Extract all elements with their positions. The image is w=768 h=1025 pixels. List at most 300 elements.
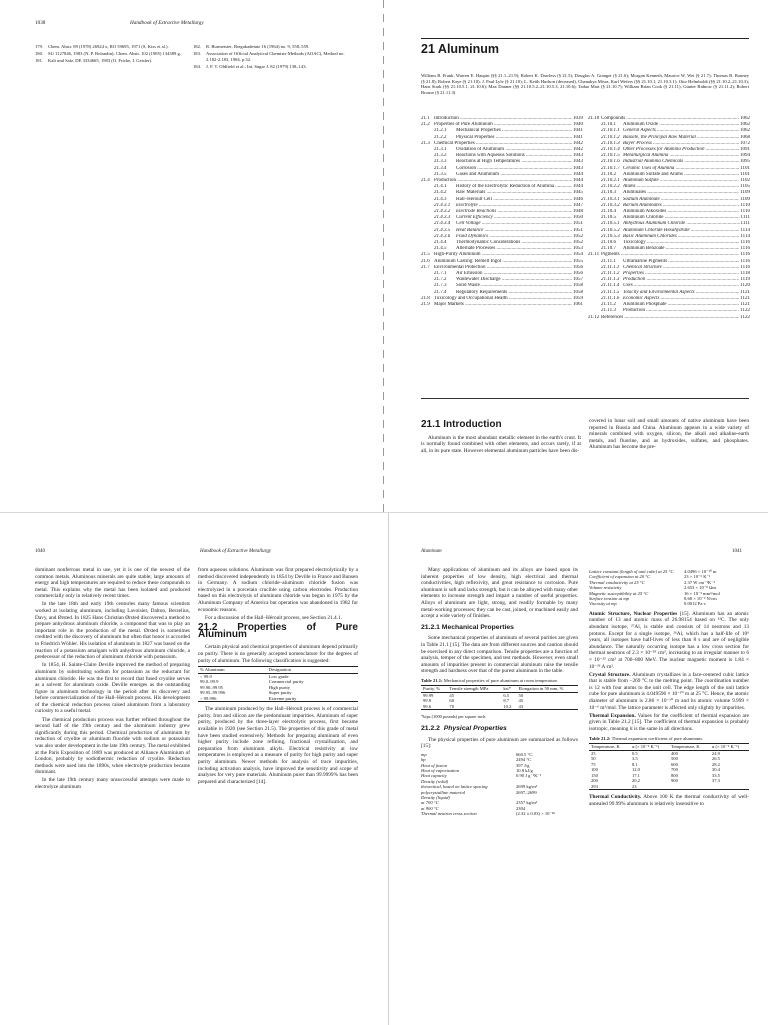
paragraph: Atomic Structure, Nuclear Properties [15]. Aluminum has an atomic number of 13 and atomic mass of 26.98154 based on ¹²C. The only abundant isotope, ²⁷Al, is stable and consists of 14 neutrons and 13 protons. Except for a single isotope, ²⁶Al, which has a half-life of 10⁶ years, all isotopes have half-lives of less than 8 s and are of negligible abundance. The naturally occurring isotope has a low cross section for thermal neutrons of 2.3 × 10⁻²⁹ cm², increasing to an irregular manner to 6 × 10⁻²⁵ cm² at 700–800 MeV. The nuclear magnetic moment is 1.84 × 10⁻²⁶ A·m². [589,610,750,670]
toc-title: Introduction ..... [434,116,572,122]
toc-page: 1059 [573,295,583,301]
property-value: 0.0012 Pa·s [684,601,706,607]
property-value: 8.68 × 10⁻³ N/cm [684,596,717,602]
toc-number: 21.3.2 [434,153,447,159]
toc-number: 21.3.3 [434,159,447,165]
toc-page: 1105 [740,184,750,190]
toc-number: 21.5 [421,252,430,258]
toc-title: Other Processes for Alumina Production ..... [623,147,739,153]
toc-number: 21.4.2 [434,190,447,196]
toc-page: 1044 [573,171,583,177]
property-value: 0.90 J g⁻¹K⁻¹ [516,773,542,779]
table-cell: 500 [670,756,678,762]
table-cell: 28.2 [711,761,720,767]
toc-page: 1056 [573,264,583,270]
toc-page: 1095 [740,159,750,165]
running-head: Handbook of Extractive Metallurgy [200,549,272,554]
table-cell: 43 [518,703,524,709]
property-name: Heat capacity [421,773,447,779]
section-heading: 21.1 Introduction [421,419,502,430]
paragraph: The aluminum produced by the Hall–Héroult process is of commercial purity. Iron and silicon are the predominant impurities. Aluminum of super purity, produced by the three-layer electrolytic process, first became available in 1920 (see Section 21.5). The properties of this grade of metal have been studied extensively. Methods for preparing aluminum of even higher purity include zone refining, fractional crystallization, and preparation from aluminum alkyls. Electrical resistivity at low temperatures is employed as a measure of purity for high purity and super purity aluminum. Newer methods for analysis of trace impurities, including activation analysis, have improved the sensitivity and scope of analyses for very pure materials. Aluminum purer than 99.9999% has been prepared and characterized [14]. [198,706,358,785]
toc-number: 21.10 [588,116,600,121]
paragraph: Crystal Structure. Aluminum crystallizes in a face-centered cubic lattice that is stable from −269 °C to the melting point. The coordination number is 12 with four atoms to the unit cell. The edge length of the unit lattice cube for pure aluminum is 4.049596 × 10⁻¹⁰ m at 25 °C. Hence, the atomic diameter of aluminum is 2.86 × 10⁻¹⁰ m and its atomic volume 9.999 × 10⁻⁶ m³/mol. The lattice parameter is affected only slightly by impurities. [589,671,749,711]
toc-title: Physical Properties ..... [456,135,572,141]
reference-entry [35,58,182,64]
toc-page: 1055 [573,258,583,264]
table-cell: 45 [449,692,455,698]
property-name: Density (liquid) [421,795,450,801]
toc-number: 21.10.1.3 [601,140,620,146]
toc-entry [588,315,750,321]
property-name: Volume resistivity [589,585,622,591]
toc-page: 1043 [573,153,583,159]
toc-number: 21.10.1.2 [601,134,620,140]
toc-title: Toxicology and Occupational Health ..... [434,296,572,302]
property-value: 10.8 kJ/g [516,768,533,773]
physical-properties-list [421,752,578,817]
table-cell: 99.95–99.996 [200,690,226,696]
toc-title: Properties of Pure Aluminum ..... [434,122,572,128]
property-name: mp [421,751,427,757]
table-cell: 26.5 [711,756,720,762]
toc-number: 21.2.1 [434,128,447,134]
table-cell: 700 [670,767,678,773]
toc-title: Bayer Process ..... [623,141,739,147]
toc-number: 21.7 [421,264,430,270]
table-cell [710,784,749,790]
property-name: at 900 °C [421,805,439,811]
toc-number: 21.2.2 [434,134,447,140]
toc-title: Electrode Reactions ..... [456,209,572,215]
toc-page: 1062 [740,122,750,128]
toc-number: 21.10.5.1 [601,221,620,227]
reference-entry [193,51,348,62]
page-spread-top [0,0,768,512]
toc-number: 21.3 [421,140,430,146]
toc-title: Aluminum Alkoxides ..... [623,209,739,215]
table-cell: 23 [631,783,637,789]
toc-page: 1042 [573,147,583,153]
toc-title: Alums ..... [623,184,739,190]
toc-page: 1116 [740,264,750,270]
reference-number: 181. [35,58,44,64]
table-cell: 99.90–99.95 [200,684,223,690]
toc-page: 1044 [573,184,583,190]
toc-number: 21.1 [421,116,430,121]
toc-number: 21.10.3 [601,190,616,196]
table-cell: 20.2 [631,778,640,784]
page-number: 1041 [732,549,742,554]
toc-page: 1102 [740,178,750,184]
reference-text: R. Burmeister, Bergakademie 16 (1964) no. 9, 558–559. [206,44,310,49]
toc-number: 21.11.1.3 [601,277,620,283]
title-rule [421,38,749,39]
property-value: 397 J/g [516,762,530,768]
toc-page: 1118 [740,271,750,277]
toc-page: 1121 [740,302,750,308]
table-of-contents-right [588,116,750,321]
reference-number: 182. [193,44,202,49]
table-row [198,696,358,702]
toc-number: 21.9 [421,302,430,308]
toc-page: 1116 [740,240,750,246]
toc-number: 21.11.1.1 [601,264,620,270]
table-of-contents-left [421,116,583,308]
page-spread-bottom [0,512,768,1025]
toc-title: Fluid Dynamics ..... [456,234,572,240]
table-cell: 0.5 [631,750,638,756]
table-cell: 37.3 [711,778,720,784]
table-cell: 400 [670,750,678,756]
toc-page: 1044 [573,178,583,184]
table-cell: 99.6 [423,703,432,709]
property-value: 23 × 10⁻⁶ K⁻¹ [684,574,711,580]
toc-title: Chemical Properties ..... [434,141,572,147]
toc-title: Regulatory Requirements ..... [456,290,572,296]
toc-number: 21.11.2 [601,302,616,308]
toc-title: Solid Waste ..... [456,283,572,289]
toc-title: Aluminum Sulfate ..... [623,178,739,184]
table-cell: 900 [670,778,678,784]
toc-number: 21.7.1 [434,271,447,277]
toc-page: 1050 [573,215,583,221]
table-cell: 45 [518,698,524,704]
toc-page: 1046 [573,196,583,202]
toc-number: 21.7.3 [434,283,447,289]
toc-number: 21.4.3 [434,196,447,202]
property-value: 4.0496 × 10⁻¹⁰ m [684,569,717,574]
toc-title: Air Emission ..... [456,271,572,277]
table-cell: 800 [670,772,678,778]
reference-entry [193,64,348,70]
toc-title: Economic Aspects ..... [623,296,739,302]
toc-page: 1052 [573,233,583,239]
property-row [589,601,749,606]
toc-page: 1068 [740,134,750,140]
toc-page: 1119 [740,277,750,283]
text-column-1 [35,567,190,792]
table-cell: Super purity [268,690,292,696]
purity-table [198,666,358,702]
toc-number: 21.10.3.2 [601,202,620,208]
toc-title: Compounds ..... [601,116,739,122]
property-name: Density (solid) [421,778,449,784]
toc-title: Uses ..... [623,283,739,289]
reference-text: Chem. Abstr. 89 (1978) 26924 x; RO 59695, 1971 (S. Kiss et al.). [48,44,169,49]
toc-number: 21.10.1.7 [601,165,620,171]
property-value: (2.32 ± 0.03) × 10⁻²⁸ [516,811,555,817]
toc-entry [421,302,583,308]
property-name: Thermal conductivity at 25 °C [589,579,645,585]
toc-number: 21.10.1.6 [601,159,620,165]
toc-page: 1116 [740,246,750,252]
toc-title: Major Markets ..... [434,302,572,308]
toc-number: 21.10.7 [601,246,616,252]
property-value: 2.37 W cm⁻¹K⁻¹ [684,579,716,585]
toc-page: 1114 [740,233,750,239]
property-name: Viscosity at mp [589,601,617,607]
toc-number: 21.4.3.4 [434,221,451,227]
reference-number: 180. [35,51,44,57]
toc-number: 21.12 [588,314,600,320]
property-name: polycrystalline material [421,789,466,795]
intro-column-1 [421,418,581,456]
toc-title: Aluminum Chloride Hexahydrate ..... [623,228,739,234]
property-name: Magnetic susceptibility at 25 °C [589,590,649,596]
table-cell: 24.9 [711,750,720,756]
toc-title: Mechanical Properties ..... [456,128,572,134]
property-name: Heat of fusion [421,762,448,768]
table-cell: 50 [518,692,524,698]
toc-number: 21.10.5 [601,215,616,221]
chapter-authors: William B. Frank, Warren E. Haupin (§§ 21.1–21.9); Robert K. Dawless (§ 21.5); Douglas A. Granger (§ 21.6); Morgan Kenneth, Maurice W. Wei (§ 21.7); Thomas B. Bonney (§ 21.8); Robert Kaye (§ 21.10); J. Paul Lyle (§ 21.10); L. Keith Hudson (deceased), Chanakya Misra, Karl Wefers (§§ 21.10.1, 21.10.3.1); Otto Helmboldt (§§ 21.10.2–21.10.3); Hans Stark (§§ 21.10.5.1, 21.10.6); Max Danner (§§ 21.10.5.2–21.10.5.3, 21.10.6); Tadao Mari (§ 21.10.7); William Brian Cook (§ 21.11); Günter Ridnow (§ 21.11.2); Robert Brouse (§ 21.11.3) [421,73,749,95]
page-gutter [388,513,389,1025]
toc-title: Production ..... [623,308,739,314]
paragraph: from aqueous solutions. Aluminum was first prepared electrolytically by a method discovered independently in 1854 by Deville in France and Bunsen in Germany. A sodium chloride–aluminum chloride fusion was electrolyzed in a porcelain crucible using carbon electrodes. Production based on this electrolysis of aluminum chloride was begun in 1975 by the Aluminum Company of America but operation was abandoned in 1982 for economic reasons. [198,567,358,613]
property-name: Thermal neutron cross section [421,811,477,817]
reference-entry [35,51,182,57]
toc-number: 21.6 [421,258,430,264]
intro-column-2 [589,418,749,452]
table-cell: 12.0 [631,767,640,773]
toc-page: 1101 [740,171,750,177]
toc-number: 21.10.2 [601,171,616,177]
toc-title: Cell Voltage ..... [456,221,572,227]
reference-list-right [193,44,348,71]
toc-title: Thermodynamic Considerations ..... [456,240,572,246]
toc-title: Environmental Protection ..... [434,265,572,271]
property-value: 2494 °C [516,757,532,763]
reference-text: Kali und Salz, DE 3334665, 1983 (O. Fricke, I. Geisler). [48,58,153,64]
property-value: 2357 kg/m³ [516,800,538,806]
subsection-heading: 21.2.2 Physical Properties [421,725,507,732]
paragraph: Some mechanical properties of aluminum of several purities are given in Table 21.1 [15]. The data are from different sources and caution should be exercised in any direct comparison. Tensile properties are a function of analysis, temper of the specimen, and test methods. However, even small amounts of impurities present in commercial aluminum raise the tensile strength and hardness over that of the purest aluminum in the table. [421,635,578,675]
constants-list [589,569,749,607]
property-value: 2.653 × 10⁻⁸ Ωm [684,585,716,591]
page-number: 1040 [35,549,45,554]
toc-title: Industrial Alumina Chemicals ..... [623,159,739,165]
property-row [421,811,578,816]
toc-page: 1062 [740,116,750,121]
toc-number: 21.10.1.4 [601,147,620,153]
table-header-cell: Temperature, K [670,744,700,750]
toc-title: Properties ..... [623,271,739,277]
toc-page: 1072 [740,140,750,146]
toc-number: 21.4.3.1 [434,202,451,208]
toc-number: 21.4.3.2 [434,209,451,215]
toc-number: 21.8 [421,295,430,301]
reference-entry [35,44,182,50]
table-cell: 3.5 [631,756,638,762]
table-cell: 100 [591,767,598,773]
toc-page: 1047 [573,202,583,208]
toc-number: 21.10.5.2 [601,227,620,233]
table-cell: 200 [591,778,598,784]
toc-page: 1051 [573,227,583,233]
toc-number: 21.11.3 [601,308,616,314]
toc-page: 1109 [740,196,750,202]
reference-list-left [35,44,182,66]
table-header-cell: α (× 10⁻⁶ K⁻¹) [631,744,660,750]
toc-rule [421,398,749,399]
table-cell: > 99.996 [200,695,217,701]
toc-title: Chemical Structure ..... [623,265,739,271]
toc-number: 21.4.3.3 [434,215,451,221]
toc-page: 1101 [740,165,750,171]
running-head: Aluminum [421,549,442,554]
page-number: 1038 [35,20,46,26]
toc-page: 1056 [573,271,583,277]
reference-text: Association of Official Analytical Chemists-Methods (AOAC), Method no. 2.182-2.183, 1984, p.32. [206,51,345,62]
toc-title: Electrolyte ..... [456,203,572,209]
table-cell: 8.1 [631,761,638,767]
table-cell: 25 [591,750,596,756]
toc-title: Reactions with Aqueous Solutions ..... [456,153,572,159]
table-cell: < 99.0 [200,673,212,679]
table-cell: 600 [670,761,678,767]
toc-page: 1041 [573,134,583,140]
table-cell: 6.5 [503,692,510,698]
toc-title: Gases and Aluminum ..... [456,172,572,178]
reference-entry [193,44,348,50]
text-column-4 [589,567,749,809]
toc-number: 21.10.1.5 [601,153,620,159]
table-cell: 75 [591,761,596,767]
table-cell: Low grade [268,673,289,679]
property-value: 660.5 °C [516,751,533,757]
toc-number: 21.10.1 [601,122,616,128]
toc-number: 21.4 [421,178,430,184]
toc-page: 1111 [740,221,750,227]
text-column-2 [198,567,358,787]
toc-number: 21.10.2.1 [601,178,620,184]
paragraph: Thermal Expansion. Values for the coefficient of thermal expansion are given in Table 21.2 [15]. The coefficient of thermal expansion is probably isotropic, meaning it is the same in all directions. [589,712,749,732]
property-name: Lattice constant (length of unit cube) at 25 °C [589,569,674,574]
toc-page: 1091 [740,147,750,153]
toc-page: 1040 [573,122,583,128]
toc-page: 1116 [740,258,750,264]
running-head: Handbook of Extractive Metallurgy [130,20,204,26]
text-column-3 [421,567,578,821]
toc-page: 1094 [740,153,750,159]
table-header-cell: ksi* [503,686,512,692]
chapter-title: 21 Aluminum [421,42,500,56]
toc-number: 21.11.1.5 [601,289,620,295]
toc-page: 1041 [573,128,583,134]
table-header-cell: Tensile strength MPa [449,686,489,692]
property-name: at 700 °C [421,800,439,806]
toc-title: Aluminum Sulfate and Alums ..... [623,172,739,178]
table-row [589,784,749,790]
table-cell: Commercial purity [268,679,304,685]
toc-title: Ceramic Uses of Alumina ..... [623,166,739,172]
paragraph: For a discussion of the Hall–Héroult process, see Section 21.4.1. [205,614,342,621]
toc-page: 1110 [740,202,750,208]
toc-number: 21.10.3.1 [601,196,620,202]
toc-title: Sodium Aluminate ..... [623,197,739,203]
toc-number: 21.10.6 [601,240,616,246]
reference-text: J. F. T. Oldfield et al., Int. Sugar J. 82 (1979) 138–143. [206,63,307,69]
table-cell [669,784,710,790]
toc-page: 1122 [740,308,750,314]
toc-page: 1053 [573,246,583,252]
mechanical-properties-table [421,685,578,710]
toc-number: 21.4.5 [434,246,447,252]
toc-title: Barium Aluminates ..... [623,203,739,209]
toc-title: Aluminum Casting: Remelt Ingot ..... [434,259,572,265]
table-cell: 8.7 [503,698,510,704]
toc-page: 1122 [740,314,750,320]
table-cell: 50 [591,756,596,762]
toc-title: Toxicity and Environmental Aspects ..... [623,290,739,296]
toc-page: 1058 [573,289,583,295]
toc-title: Aluminum Phosphate ..... [623,302,739,308]
paragraph: Thermal Conductivity. Above 100 K the thermal conductivity of well-annealed 99.99% aluminum is relatively insensitive to [589,794,749,807]
toc-title: Pigments ..... [601,252,739,258]
toc-title: Production ..... [434,178,572,184]
property-name: bp [421,757,426,763]
table-header-cell: Elongation in 50 mm, % [518,686,564,692]
toc-number: 21.7.2 [434,277,447,283]
toc-number: 21.11.1.2 [601,271,620,277]
table-cell: 60 [449,698,455,704]
property-name: Coefficient of expansion at 20 °C [589,574,651,580]
toc-page: 1120 [740,283,750,289]
toc-number: 21.11.1.4 [601,283,620,289]
table-cell: 17.1 [631,772,640,778]
toc-number: 21.10.2.2 [601,184,620,190]
toc-title: Alternate Processes ..... [456,246,572,252]
toc-page: 1042 [573,140,583,146]
paragraph: Certain physical and chemical properties of aluminum depend primarily on purity. There is no generally accepted nomenclature for the degrees of purity of aluminum. The following classification is suggested: [198,644,358,664]
table-caption: Table 21.2: Thermal expansion coefficient of pure aluminum. [589,735,703,741]
table-cell: 293 [591,783,598,789]
toc-title: Toxicology ..... [623,240,739,246]
table-row [421,704,578,710]
toc-page: 1054 [573,252,583,258]
reference-number: 183. [193,51,202,57]
toc-number: 21.4.3.6 [434,233,451,239]
toc-title: Current Efficiency ..... [456,215,572,221]
table-cell: 150 [591,772,598,778]
property-value: 2697–2699 [516,789,537,795]
table-header-cell: Temperature, K [591,744,620,750]
toc-title: References ..... [601,315,739,321]
paragraph: In the late 18th and early 19th centuries many famous scientists worked at isolating aluminum, including Lavoisier, Dalton, Berzelius, Davy, and Ørsted. In 1825 Hans Christian Ørsted discovered a method to prepare anhydrous aluminum chloride, a compound that was to play an important role in the production of the metal. Ørsted is sometimes credited with the discovery of aluminum but often that honor is accorded to Friedrich Wöhler. His isolation of aluminum in 1827 was based on the reaction of a potassium amalgam with anhydrous aluminum chloride, a predecessor of the reduction of aluminum chloride with potassium. [35,601,190,661]
paragraph: The chemical production process was further refined throughout the second half of the 19th century and the aluminum industry grew significantly during this period. Chemical production of aluminum by reduction of cryolite or aluminum fluoride with sodium or potassium was also under development in the late 19th century. The metal exhibited at the Paris Exposition of 1889 was produced at Alliance Aluminium of London, probably by sodiothermic reduction of cryolite. Reduction methods were used into the 1890s, when electrolyte production became dominant. [35,716,190,776]
toc-page: 1043 [573,165,583,171]
reference-number: 179. [35,44,44,49]
toc-page: 1061 [573,302,583,308]
paragraph: covered in lunar soil and small amounts of native aluminum have been reported in Russia and China. Aluminum appears in a wide variety of minerals combined with oxygen, silicon, the alkali and alkaline-earth metals, and fluorine, and as hydroxides, sulfates, and phosphates. Aluminum has become the pre- [589,418,749,451]
toc-title: Raw Materials ..... [456,190,572,196]
table-cell: 10.2 [503,703,512,709]
table-header-cell: Designation [268,667,291,673]
toc-number: 21.11.1 [601,258,616,264]
paragraph: In 1854, H. Sainte-Claire Deville improved the method of preparing aluminum by substituting sodium for potassium as the reductant for aluminum chloride. He was the first to record that fused cryolite serves as a solvent for aluminum oxide. Deville emerges as the outstanding figure in aluminum technology in the period after its discovery and before commercialization of the Hall–Héroult process. His development of the chemical reduction process raised aluminum from a laboratory curiosity to a useful metal. [35,662,190,715]
table-footnote: *kips (1000 pounds) per square inch. [421,714,487,720]
paragraph: dominant nonferrous metal in use, yet it is one of the newest of the common metals. Aluminous minerals are quite stable; large amounts of energy and high temperatures are required to reduce these compounds to metal. This explains why the metal has been isolated and produced commercially only in relatively recent times. [35,567,190,600]
toc-number: 21.3.4 [434,165,447,171]
table-cell: 33.5 [711,772,720,778]
toc-title: General Aspects ..... [623,128,739,134]
toc-page: 1048 [573,209,583,215]
toc-title: Production ..... [623,277,739,283]
table-cell: 30.4 [711,767,720,773]
property-name: Surface tension at mp [589,596,629,602]
table-header-cell: Purity, % [423,686,441,692]
toc-title: Ultramarine Pigments ..... [623,259,739,265]
